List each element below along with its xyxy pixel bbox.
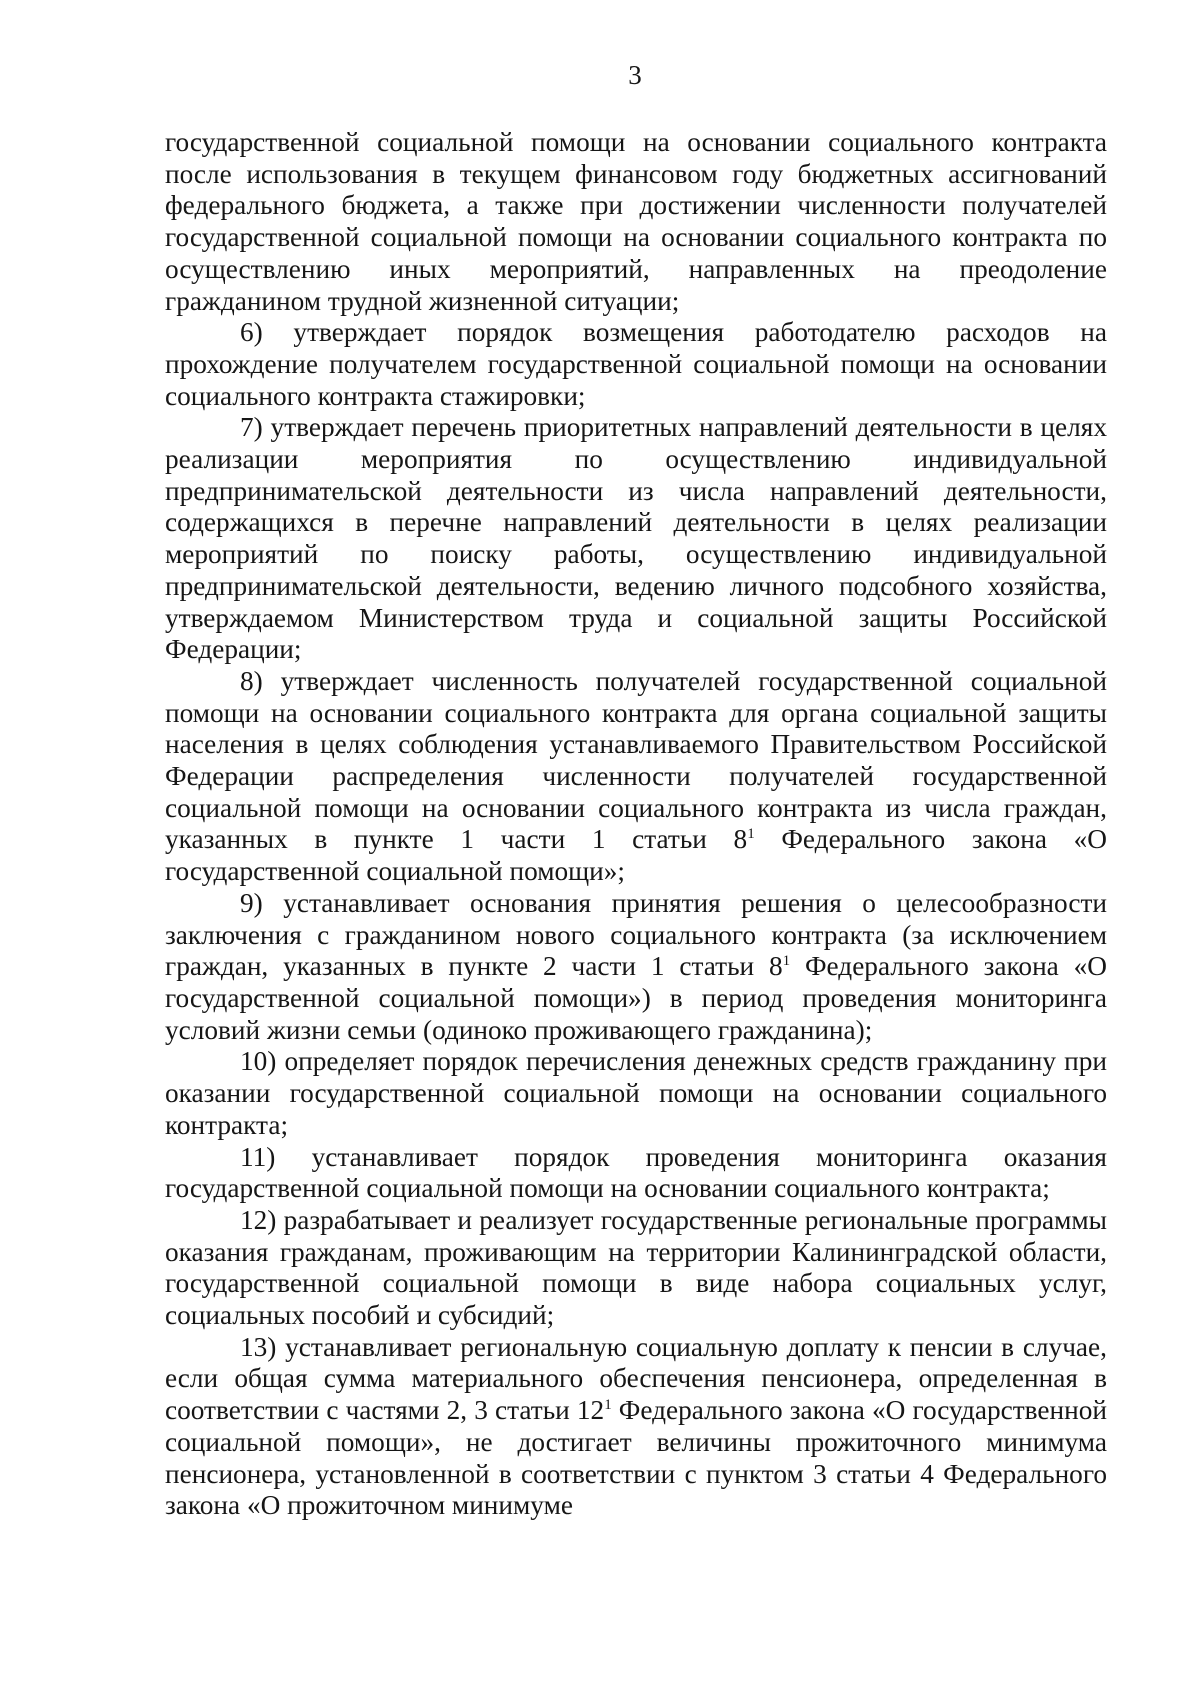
paragraph-item-9-text-end: Федерального закона «О государственной социальной помощи») в период проведения мониторинга условий жизни семьи (одиноко проживающего гражданина); [165,951,1107,1045]
paragraph-item-13-text-end: Федерального закона «О государственной социальной помощи», не достигает величины прожиточного минимума пенсионера, установленной в соответствии с пунктом 3 статьи 4 Федерального закона «О прожиточном минимуме [165,1395,1108,1521]
paragraph-continuation: государственной социальной помощи на основании социального контракта после использования в текущем финансовом году бюджетных ассигнований федерального бюджета, а также при достижении численности получателей государственной социальной помощи на основании социального контракта по осуществлению иных мероприятий, направленных на преодоление гражданином трудной жизненной ситуации; [165,127,1107,316]
paragraph-item-8-text-end: Федерального закона «О государственной социальной помощи»; [165,824,1107,887]
paragraph-item-13-text: 13) устанавливает региональную социальную доплату к пенсии в случае, если общая сумма материального обеспечения пенсионера, определенная в соответствии с частями 2, 3 статьи 12 [165,1331,1107,1426]
paragraph-item-12: 12) разрабатывает и реализует государственные региональные программы оказания гражданам, проживающим на территории Калининградской области, государственной социальной помощи в виде набора социальных услуг, социальных пособий и субсидий; [165,1204,1107,1331]
paragraph-item-9-text: 9) устанавливает основания принятия решения о целесообразности заключения с гражданином нового социального контракта (за исключением граждан, указанных в пункте 2 части 1 статьи 8 [165,887,1107,982]
paragraph-item-9 [165,888,1107,1047]
paragraph-item-7: 7) утверждает перечень приоритетных направлений деятельности в целях реализации мероприятия по осуществлению индивидуальной предпринимательской деятельности из числа направлений деятельности, содержащихся в перечне направлений деятельности в целях реализации мероприятий по поиску работы, осуществлению индивидуальной предпринимательской деятельности, ведению личного подсобного хозяйства, утверждаемом Министерством труда и социальной защиты Российской Федерации; [165,412,1107,665]
superscript-mark: 1 [747,826,755,843]
paragraph-item-13 [165,1332,1107,1522]
superscript-mark: 1 [782,953,791,970]
page-number: 3 [628,60,642,90]
paragraph-item-10: 10) определяет порядок перечисления денежных средств гражданину при оказании государственной социальной помощи на основании социального контракта; [165,1046,1107,1140]
paragraph-item-8 [165,666,1107,888]
paragraph-item-8-text: 8) утверждает численность получателей государственной социальной помощи на основании социального контракта для органа социальной защиты населения в целях соблюдения устанавливаемого Правительством Российской Федерации распределения численности получателей государственной социальной помощи на основании социального контракта из числа граждан, указанных в пункте 1 части 1 статьи 8 [165,665,1107,855]
paragraph-item-6: 6) утверждает порядок возмещения работодателю расходов на прохождение получателем государственной социальной помощи на основании социального контракта стажировки; [165,317,1107,411]
paragraph-item-11: 11) устанавливает порядок проведения мониторинга оказания государственной социальной помощи на основании социального контракта; [165,1141,1107,1204]
superscript-mark: 1 [604,1397,612,1414]
document-body [165,127,1107,1522]
